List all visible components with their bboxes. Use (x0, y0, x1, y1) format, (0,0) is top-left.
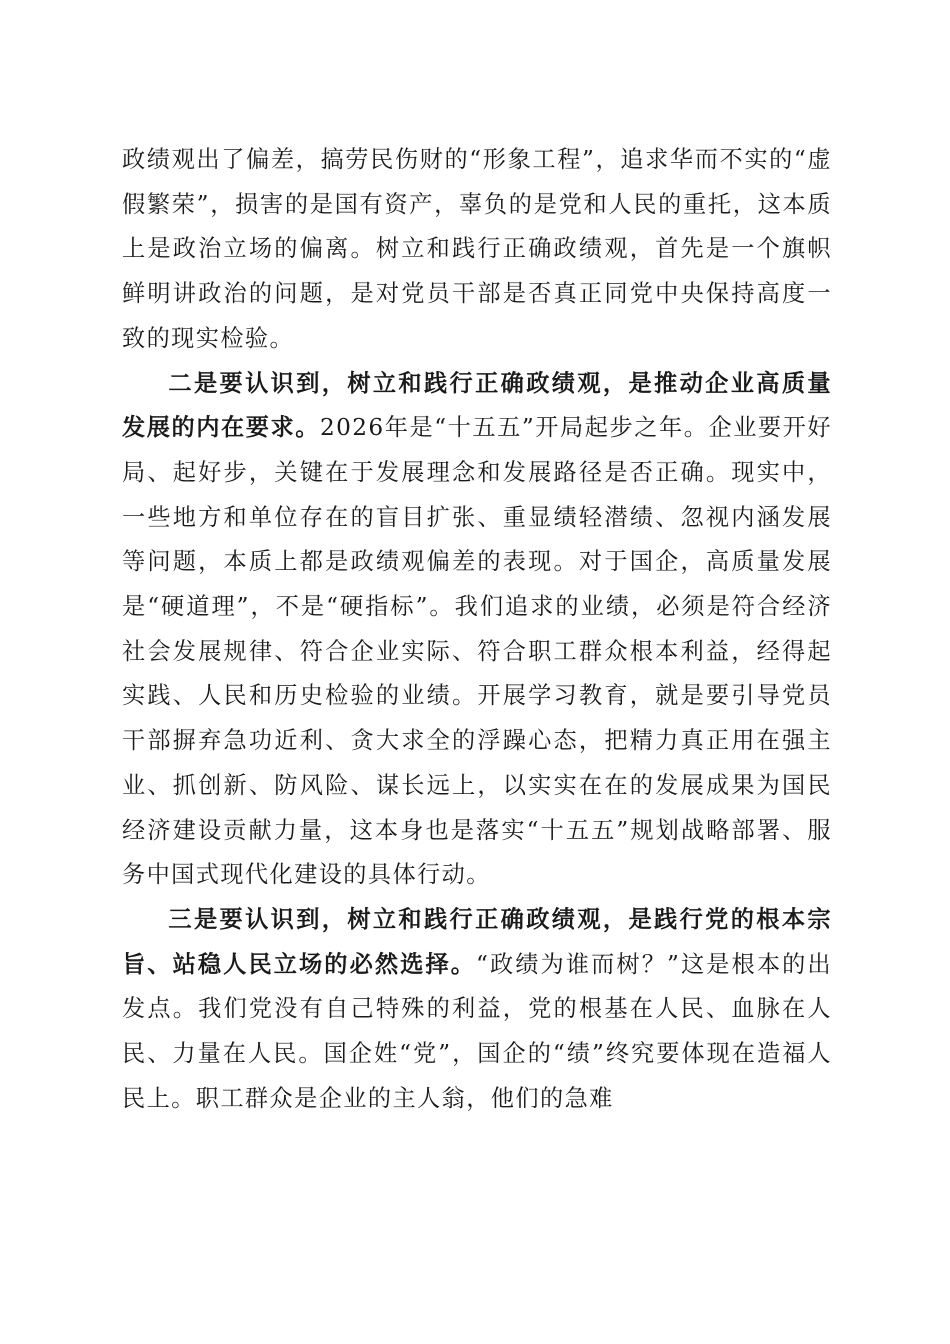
paragraph-3 (122, 898, 832, 1122)
paragraph-2-lead: 二是要认识到，树立和践行正确政绩观，是推动企业高质量发展的内在要求。 (122, 369, 832, 442)
paragraph-2-text: 2026年是“十五五”开局起步之年。企业要开好局、起好步，关键在于发展理念和发展路径是否正确。现实中，一些地方和单位存在的盲目扩张、重显绩轻潜绩、忽视内涵发展等问题，本质上都是政绩观偏差的表现。对于国企，高质量发展是“硬道理”，不是“硬指标”。我们追求的业绩，必须是符合经济社会发展规律、符合企业实际、符合职工群众根本利益，经得起实践、人民和历史检验的业绩。开展学习教育，就是要引导党员干部摒弃急功近利、贪大求全的浮躁心态，把精力真正用在强主业、抓创新、防风险、谋长远上，以实实在在的发展成果为国民经济建设贡献力量，这本身也是落实“十五五”规划战略部署、服务中国式现代化建设的具体行动。 (122, 414, 833, 889)
paragraph-1-text: 政绩观出了偏差，搞劳民伤财的“形象工程”，追求华而不实的“虚假繁荣”，损害的是国有资产，辜负的是党和人民的重托，这本质上是政治立场的偏离。树立和践行正确政绩观，首先是一个旗帜鲜明讲政治的问题，是对党员干部是否真正同党中央保持高度一致的现实检验。 (122, 146, 832, 352)
document-body (122, 138, 832, 1121)
paragraph-2 (122, 362, 832, 898)
paragraph-3-lead: 三是要认识到，树立和践行正确政绩观，是践行党的根本宗旨、站稳人民立场的必然选择。 (122, 905, 832, 978)
paragraph-1 (122, 138, 832, 362)
paragraph-3-text: “政绩为谁而树？”这是根本的出发点。我们党没有自己特殊的利益，党的根基在人民、血脉在人民、力量在人民。国企姓“党”，国企的“绩”终究要体现在造福人民上。职工群众是企业的主人翁，他们的急难 (122, 950, 832, 1112)
